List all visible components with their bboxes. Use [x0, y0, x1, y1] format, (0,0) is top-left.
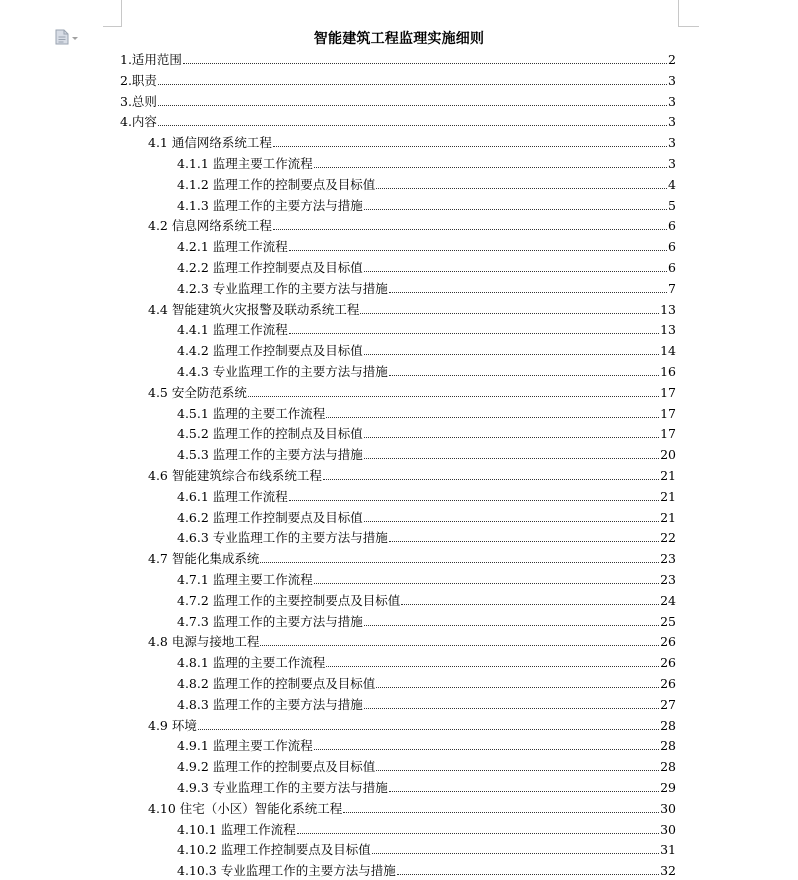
toc-leader-dots: [364, 458, 659, 459]
toc-page-number: 21: [660, 488, 676, 504]
toc-entry-label: 4.7 智能化集成系统: [148, 551, 260, 567]
toc-page-number: 29: [660, 780, 676, 795]
toc-entry-label: 4.7.1 监理主要工作流程: [177, 572, 313, 587]
toc-entry[interactable]: [177, 424, 676, 442]
page-corner-mark-left: [103, 0, 122, 27]
toc-leader-dots: [389, 375, 659, 376]
toc-entry-label: 4.9.1 监理主要工作流程: [177, 738, 313, 754]
toc-entry[interactable]: [177, 237, 676, 255]
toc-entry[interactable]: [120, 92, 676, 110]
page-corner-mark-right: [678, 0, 699, 27]
toc-page-number: 21: [660, 468, 676, 483]
toc-leader-dots: [323, 479, 659, 480]
toc-entry-label: 4.2.3 专业监理工作的主要方法与措施: [177, 280, 388, 296]
toc-leader-dots: [158, 84, 667, 85]
toc-entry-label: 4.8.1 监理的主要工作流程: [177, 655, 326, 671]
toc-entry-label: 4.内容: [120, 114, 157, 130]
toc-page-number: 32: [660, 863, 676, 879]
toc-page-number: 26: [660, 655, 676, 671]
toc-entry[interactable]: [177, 404, 676, 422]
toc-entry[interactable]: [177, 612, 676, 630]
toc-page-number: 24: [660, 592, 676, 608]
toc-entry[interactable]: [177, 695, 676, 713]
toc-leader-dots: [314, 167, 667, 168]
toc-entry[interactable]: [177, 820, 676, 838]
toc-entry-label: 4.6.1 监理工作流程: [177, 488, 288, 504]
toc-entry-label: 4.9.3 专业监理工作的主要方法与措施: [177, 780, 388, 795]
toc-entry-label: 4.6 智能建筑综合布线系统工程: [148, 468, 322, 483]
toc-leader-dots: [401, 604, 659, 605]
toc-page-number: 3: [668, 114, 676, 130]
toc-entry[interactable]: [148, 300, 676, 318]
toc-leader-dots: [260, 562, 659, 563]
toc-entry-label: 4.1.3 监理工作的主要方法与措施: [177, 197, 363, 213]
toc-leader-dots: [389, 791, 659, 792]
toc-entry[interactable]: [148, 716, 676, 734]
toc-entry-label: 4.10.1 监理工作流程: [177, 821, 296, 837]
toc-entry[interactable]: [177, 591, 676, 609]
toc-entry-label: 4.2.1 监理工作流程: [177, 239, 288, 255]
toc-leader-dots: [297, 833, 659, 834]
toc-leader-dots: [183, 63, 667, 64]
toc-leader-dots: [289, 500, 659, 501]
toc-leader-dots: [364, 625, 659, 626]
toc-page-number: 17: [660, 384, 676, 400]
toc-leader-dots: [389, 541, 659, 542]
toc-leader-dots: [372, 853, 659, 854]
toc-leader-dots: [360, 313, 659, 314]
toc-entry-label: 4.10 住宅（小区）智能化系统工程: [148, 800, 343, 816]
toc-entry-label: 4.4.3 专业监理工作的主要方法与措施: [177, 364, 388, 379]
toc-page-number: 13: [660, 301, 676, 317]
toc-entry-label: 2.职责: [120, 72, 157, 88]
toc-page-number: 3: [668, 93, 676, 109]
toc-leader-dots: [376, 770, 659, 771]
toc-entry-label: 4.8.2 监理工作的控制要点及目标值: [177, 676, 376, 691]
toc-page-number: 28: [660, 759, 676, 775]
toc-page-number: 7: [668, 280, 676, 296]
toc-entry[interactable]: [177, 196, 676, 214]
toc-entry-label: 4.8.3 监理工作的主要方法与措施: [177, 696, 363, 712]
toc-entry[interactable]: [148, 632, 676, 650]
toc-page-number: 22: [660, 530, 676, 546]
toc-entry[interactable]: [177, 341, 676, 359]
toc-entry-label: 1.适用范围: [120, 52, 182, 67]
toc-entry[interactable]: [177, 487, 676, 505]
toc-entry-label: 4.5 安全防范系统: [148, 384, 247, 400]
toc-entry[interactable]: [120, 112, 676, 130]
toc-page-number: 5: [668, 197, 676, 213]
toc-entry-label: 4.1.2 监理工作的控制要点及目标值: [177, 176, 376, 192]
toc-leader-dots: [260, 645, 659, 646]
toc-leader-dots: [389, 292, 667, 293]
toc-page-number: 25: [660, 613, 676, 629]
toc-entry-label: 4.5.3 监理工作的主要方法与措施: [177, 447, 363, 463]
toc-page-number: 30: [660, 821, 676, 837]
toc-page-number: 17: [660, 405, 676, 421]
toc-entry-label: 4.6.2 监理工作控制要点及目标值: [177, 509, 363, 525]
toc-entry[interactable]: [177, 154, 676, 172]
toc-leader-dots: [158, 105, 667, 106]
toc-leader-dots: [397, 874, 659, 875]
toc-page-number: 3: [668, 156, 676, 171]
toc-entry-label: 4.9 环境: [148, 717, 197, 733]
toc-leader-dots: [248, 396, 659, 397]
toc-entry[interactable]: [120, 71, 676, 89]
document-title: 智能建筑工程监理实施细则: [313, 31, 485, 47]
toc-page-number: 6: [668, 260, 676, 275]
toc-entry-label: 4.1.1 监理主要工作流程: [177, 156, 313, 171]
toc-page-number: 23: [660, 572, 676, 587]
toc-leader-dots: [289, 333, 659, 334]
toc-leader-dots: [364, 271, 667, 272]
toc-entry-label: 4.10.3 专业监理工作的主要方法与措施: [177, 863, 396, 879]
toc-page-number: 6: [668, 239, 676, 255]
toc-entry[interactable]: [177, 736, 676, 754]
toc-page-number: 4: [668, 176, 676, 192]
toc-entry-label: 4.5.1 监理的主要工作流程: [177, 405, 326, 421]
toc-entry[interactable]: [148, 133, 676, 151]
toc-leader-dots: [289, 250, 667, 251]
toc-entry-label: 3.总则: [120, 93, 157, 109]
toc-entry-label: 4.10.2 监理工作控制要点及目标值: [177, 842, 371, 858]
toc-entry-label: 4.6.3 专业监理工作的主要方法与措施: [177, 530, 388, 546]
toc-entry[interactable]: [177, 653, 676, 671]
toc-page-number: 23: [660, 551, 676, 567]
toc-entry[interactable]: [177, 445, 676, 463]
toc-entry-label: 4.7.3 监理工作的主要方法与措施: [177, 613, 363, 629]
toc-entry-label: 4.8 电源与接地工程: [148, 634, 260, 650]
toc-entry[interactable]: [177, 320, 676, 338]
toc-entry[interactable]: [148, 383, 676, 401]
toc-page-number: 28: [660, 738, 676, 754]
toc-leader-dots: [343, 812, 659, 813]
toc-page-number: 3: [668, 72, 676, 88]
toc-entry[interactable]: [148, 466, 676, 484]
toc-entry[interactable]: [177, 757, 676, 775]
toc-leader-dots: [376, 188, 667, 189]
toc-entry-label: 4.4.1 监理工作流程: [177, 322, 288, 338]
toc-entry[interactable]: [148, 216, 676, 234]
toc-page-number: 20: [660, 447, 676, 463]
toc-leader-dots: [198, 729, 659, 730]
toc-leader-dots: [326, 417, 659, 418]
toc-entry[interactable]: [177, 840, 676, 858]
toc-page-number: 14: [660, 343, 676, 359]
toc-leader-dots: [364, 708, 659, 709]
toc-entry[interactable]: [177, 279, 676, 297]
toc-entry[interactable]: [177, 528, 676, 546]
toc-page-number: 6: [668, 218, 676, 234]
toc-entry[interactable]: [177, 674, 676, 692]
toc-leader-dots: [158, 125, 667, 126]
toc-entry[interactable]: [148, 799, 676, 817]
toc-entry[interactable]: [177, 570, 676, 588]
toc-page-number: 30: [660, 800, 676, 816]
toc-entry[interactable]: [177, 362, 676, 380]
toc-entry-label: 4.4 智能建筑火灾报警及联动系统工程: [148, 301, 360, 317]
toc-entry-label: 4.5.2 监理工作的控制点及目标值: [177, 426, 363, 442]
toc-entry-label: 4.2 信息网络系统工程: [148, 218, 272, 234]
toc-page-number: 21: [660, 509, 676, 525]
toc-leader-dots: [314, 583, 659, 584]
toc-entry-label: 4.7.2 监理工作的主要控制要点及目标值: [177, 592, 401, 608]
toc-entry[interactable]: [177, 258, 676, 276]
toc-entry[interactable]: [177, 175, 676, 193]
toc-entry-label: 4.1 通信网络系统工程: [148, 135, 272, 151]
toc-page-number: 17: [660, 426, 676, 442]
toc-leader-dots: [364, 521, 659, 522]
toc-leader-dots: [364, 209, 667, 210]
toc-page-number: 16: [660, 364, 676, 379]
toc-leader-dots: [273, 146, 667, 147]
toc-entry-label: 4.9.2 监理工作的控制要点及目标值: [177, 759, 376, 775]
toc-leader-dots: [376, 687, 659, 688]
toc-page-number: 27: [660, 696, 676, 712]
toc-entry[interactable]: [177, 508, 676, 526]
toc-leader-dots: [364, 437, 659, 438]
toc-entry-label: 4.2.2 监理工作控制要点及目标值: [177, 260, 363, 275]
toc-page-number: 28: [660, 717, 676, 733]
toc-entry[interactable]: [120, 50, 676, 68]
toc-page-number: 2: [668, 52, 676, 67]
toc-entry-label: 4.4.2 监理工作控制要点及目标值: [177, 343, 363, 359]
toc-leader-dots: [273, 229, 667, 230]
toc-leader-dots: [326, 666, 659, 667]
toc-page-number: 26: [660, 676, 676, 691]
toc-page-number: 31: [660, 842, 676, 858]
toc-page-number: 26: [660, 634, 676, 650]
toc-leader-dots: [314, 749, 659, 750]
toc-entry[interactable]: [177, 778, 676, 796]
toc-page-number: 13: [660, 322, 676, 338]
toc-entry[interactable]: [177, 861, 676, 879]
toc-entry[interactable]: [148, 549, 676, 567]
toc-page-number: 3: [668, 135, 676, 151]
toc-leader-dots: [364, 354, 659, 355]
